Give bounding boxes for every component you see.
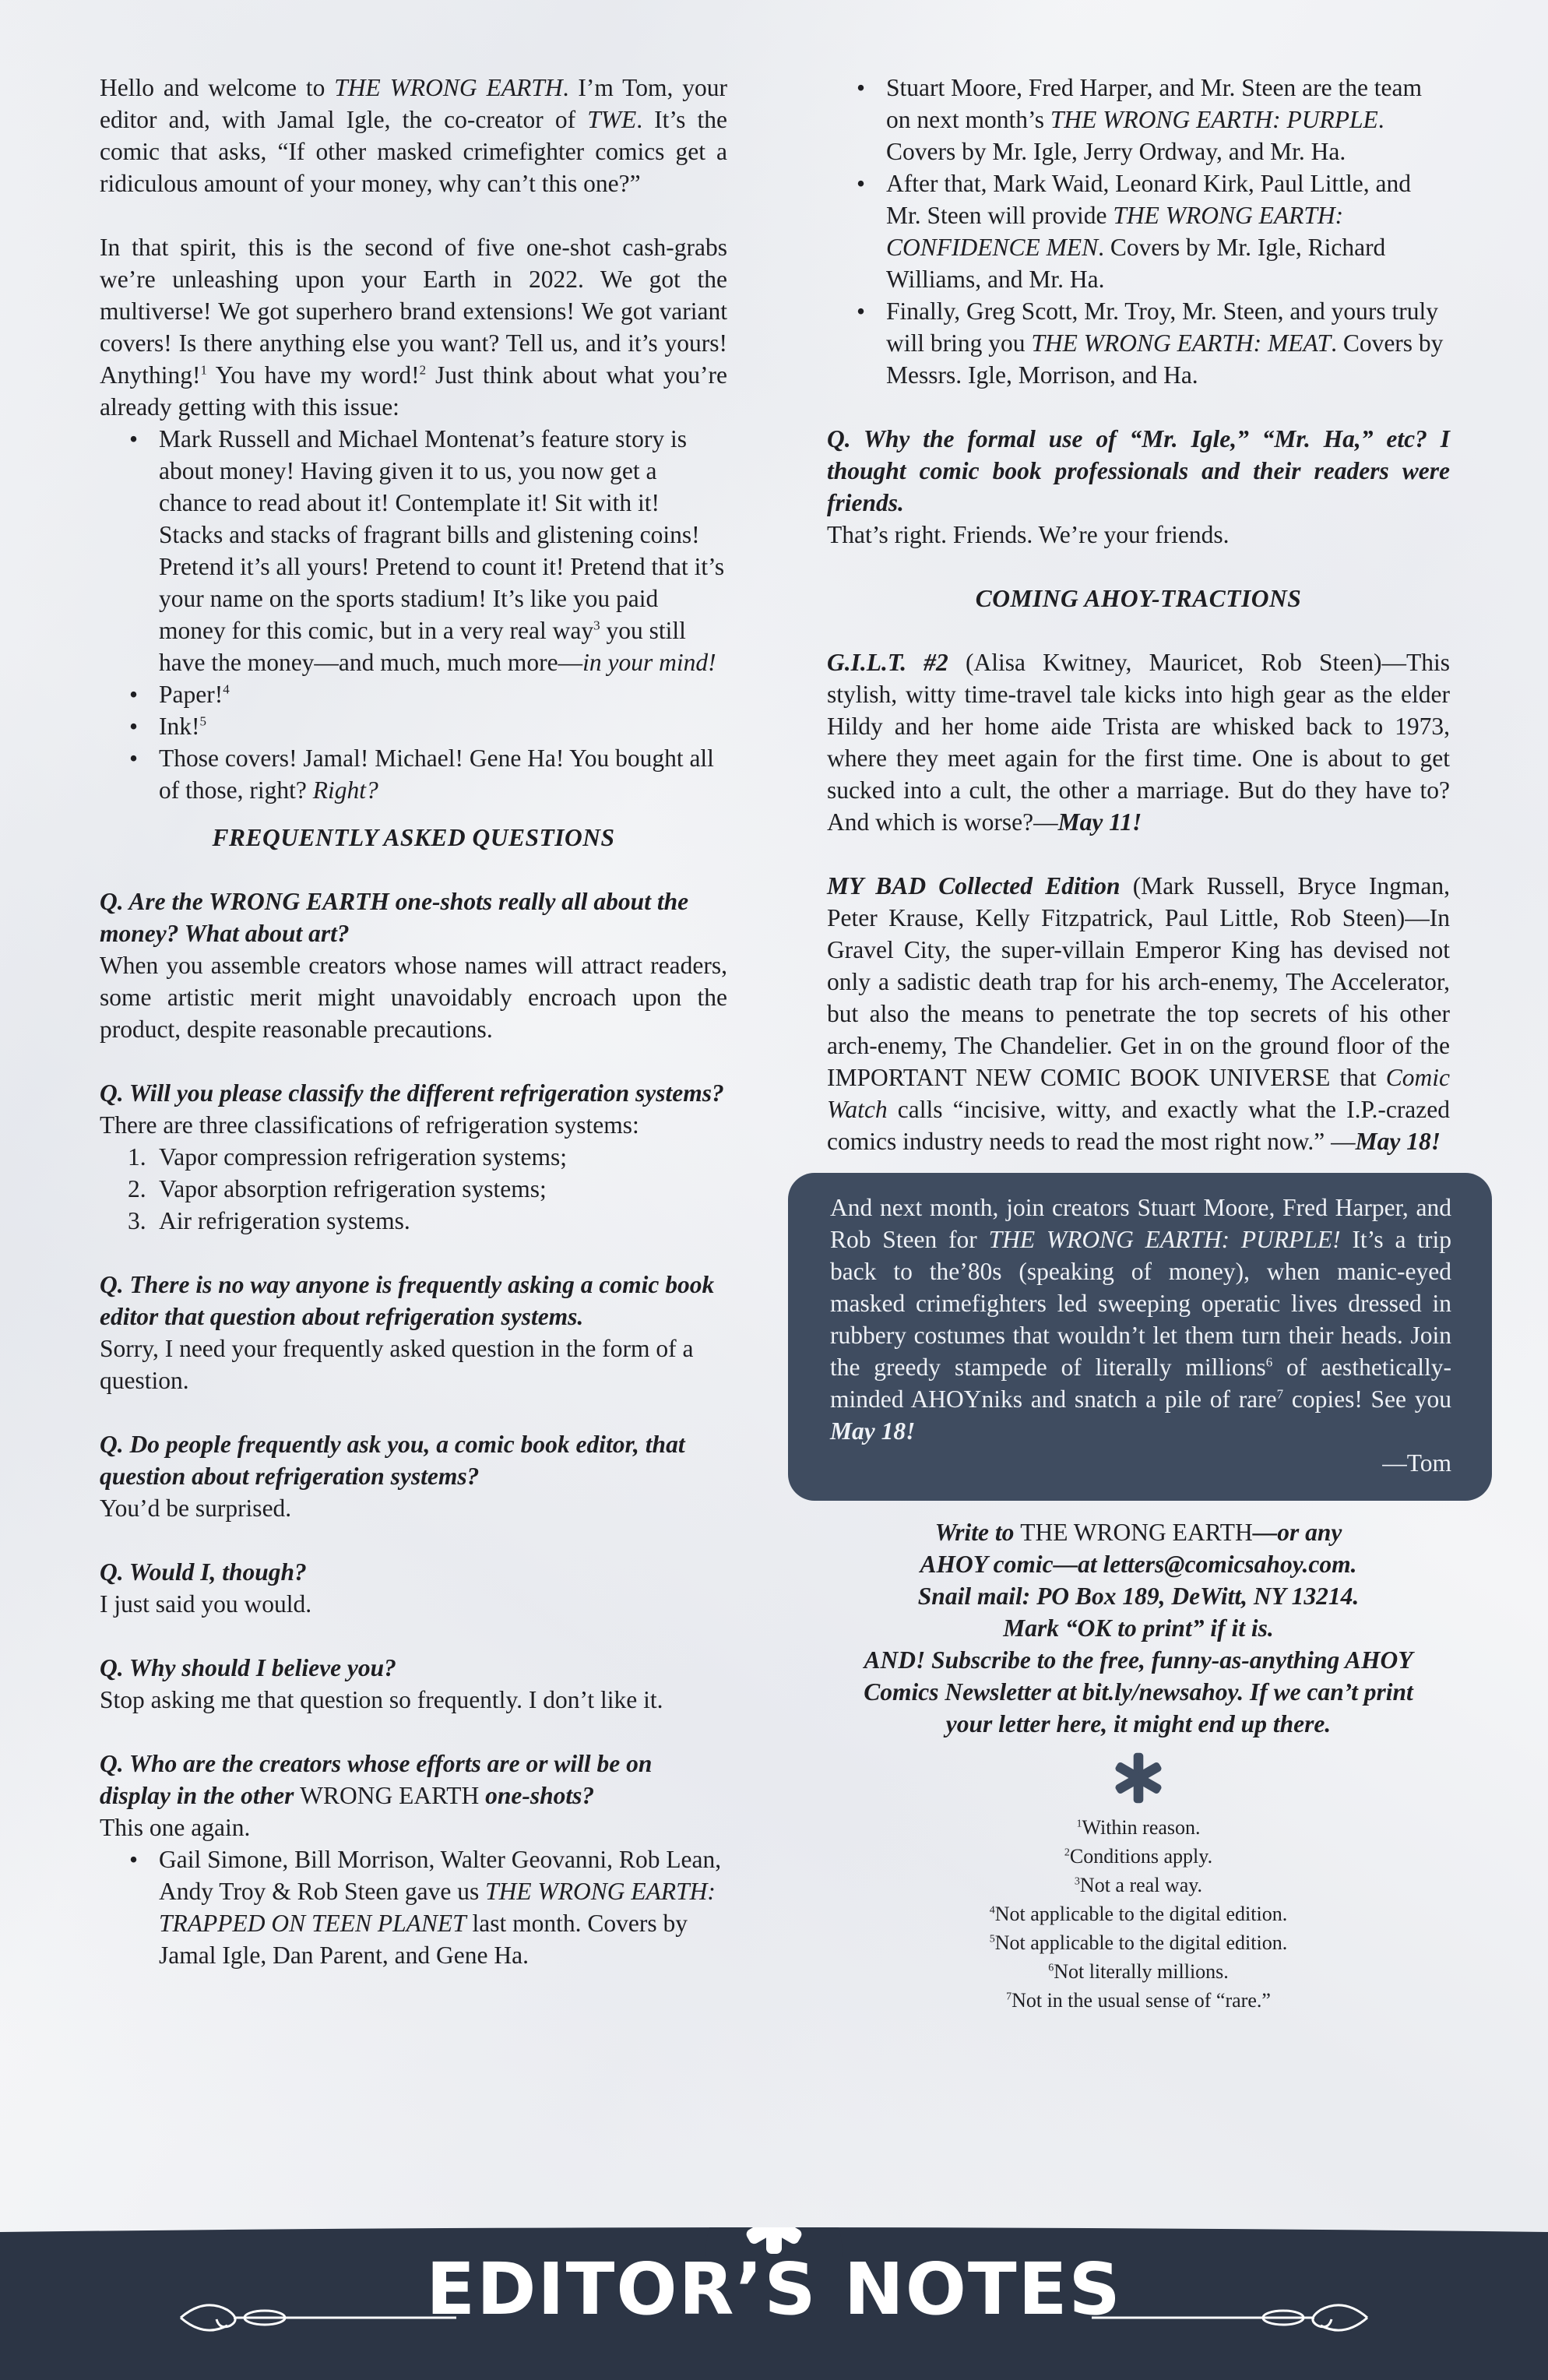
faq-question: Q. Why should I believe you?: [100, 1654, 396, 1681]
list-item: 1. Vapor compression refrigeration systems;: [128, 1143, 567, 1171]
faq-question: Q. Are the WRONG EARTH one-shots really all about the money? What about art?: [100, 888, 689, 947]
write-line: Write to THE WRONG EARTH—or any: [934, 1519, 1342, 1546]
gilt-listing: G.I.L.T. #2 (Alisa Kwitney, Mauricet, Rob Steen)—This stylish, witty time-travel tale kicks into high gear as the elder Hildy and her home aide Trista are whisked back to 1973, where they meet again for the first time. One is about to get sucked into a cult, the other a marriage. But do they have to? And which is worse?—May 11!: [827, 649, 1450, 836]
list-item: • Ink!$^5$: [100, 710, 727, 742]
list-item: 2. Vapor absorption refrigeration systems;: [128, 1175, 547, 1202]
faq-answer: Sorry, I need your frequently asked question in the form of a question.: [100, 1335, 694, 1394]
faq-question: Q. Will you please classify the different refrigeration systems?: [100, 1079, 724, 1107]
list-item: • Mark Russell and Michael Montenat’s feature story is about money! Having given it to us, you now get a chance to read about it! Contemplate it! Sit with it! Stacks and stacks of fragrant bills and glistening coins! Pretend it’s all yours! Pretend to count it! Pretend that it’s your name on the sports stadium! It’s like you paid money for this comic, but in a very real way$^3$ you still have the money—and much, much more—in your mind!: [100, 423, 727, 678]
write-line: Mark “OK to print” if it is.: [1003, 1614, 1274, 1642]
faq-question: Q. Why the formal use of “Mr. Igle,” “Mr. Ha,” etc? I thought comic book professionals and their readers were friends.: [827, 425, 1450, 516]
faq-question: Q. There is no way anyone is frequently asking a comic book editor that question about refrigeration systems.: [100, 1271, 715, 1330]
asterisk-icon: [1111, 1751, 1166, 1805]
footnote: $^6$Not literally millions.: [1048, 1960, 1229, 1983]
list-item: 3. Air refrigeration systems.: [128, 1207, 410, 1234]
write-line: Snail mail: PO Box 189, DeWitt, NY 13214.: [917, 1583, 1360, 1610]
faq-answer: This one again.: [100, 1814, 251, 1841]
faq-question: Q. Would I, though?: [100, 1558, 307, 1586]
mybad-listing: MY BAD Collected Edition (Mark Russell, Bryce Ingman, Peter Krause, Kelly Fitzpatrick, Paul Little, Rob Steen)—In Gravel City, the super-villain Emperor King has devised not only a sadistic death trap for his arch-enemy, The Accelerator, but also the means to penetrate the top secrets of his other arch-enemy, The Chandelier. Get in on the ground floor of the IMPORTANT NEW COMIC BOOK UNIVERSE that Comic Watch calls “incisive, witty, and exactly what the I.P.-crazed comics industry needs to read the most right now.” —May 18!: [827, 872, 1450, 1155]
footnote: $^7$Not in the usual sense of “rare.”: [1006, 1989, 1271, 2012]
faq-question: Q. Who are the creators whose efforts are or will be on display in the other WRONG EARTH one-shots?: [100, 1750, 653, 1809]
faq-answer: Stop asking me that question so frequently. I don’t like it.: [100, 1686, 663, 1713]
write-line: AND! Subscribe to the free, funny-as-anything AHOY: [864, 1646, 1413, 1674]
next-month-callout: [788, 1173, 1492, 1501]
list-item: • Finally, Greg Scott, Mr. Troy, Mr. Steen, and yours truly will bring you THE WRONG EARTH: MEAT. Covers by Messrs. Igle, Morrison, and Ha.: [827, 295, 1450, 391]
list-item: • After that, Mark Waid, Leonard Kirk, Paul Little, and Mr. Steen will provide THE WRONG EARTH: CONFIDENCE MEN. Covers by Mr. Igle, Richard Williams, and Mr. Ha.: [827, 167, 1450, 295]
footnotes: [827, 1813, 1450, 2015]
footnote: $^1$Within reason.: [1076, 1816, 1201, 1839]
intro-paragraph-2: In that spirit, this is the second of five one-shot cash-grabs we’re unleashing upon your Earth in 2022. We got the multiverse! We got superhero brand extensions! We got variant covers! Is there anything else you want? Tell us, and it’s yours! Anything!$^1$ You have my word!$^2$ Just think about what you’re already getting with this issue:: [100, 234, 728, 421]
issue-bullet-list: [100, 423, 727, 806]
footnote: $^3$Not a real way.: [1074, 1874, 1203, 1896]
list-item: • Stuart Moore, Fred Harper, and Mr. Steen are the team on next month’s THE WRONG EARTH: PURPLE. Covers by Mr. Igle, Jerry Ordway, and Mr. Ha.: [827, 72, 1450, 167]
callout-signature: —Tom: [1382, 1449, 1451, 1477]
faq-answer: That’s right. Friends. We’re your friends.: [827, 521, 1230, 548]
list-item: • Gail Simone, Bill Morrison, Walter Geovanni, Rob Lean, Andy Troy & Rob Steen gave us THE WRONG EARTH: TRAPPED ON TEEN PLANET last month. Covers by Jamal Igle, Dan Parent, and Gene Ha.: [100, 1843, 727, 1971]
footnote: $^4$Not applicable to the digital edition.: [989, 1903, 1288, 1925]
write-line: Comics Newsletter at bit.ly/newsahoy. If we can’t print: [864, 1678, 1413, 1706]
left-column: [100, 72, 727, 1971]
callout-text: And next month, join creators Stuart Moore, Fred Harper, and Rob Steen for THE WRONG EARTH: PURPLE! It’s a trip back to the’80s (speaking of money), when manic-eyed masked crimefighters led sweeping operatic lives dressed in rubbery costumes that wouldn’t let them turn their heads. Join the greedy stampede of literally millions$^6$ of aesthetically-minded AHOYniks and snatch a pile of rare$^7$ copies! See you May 18!: [830, 1194, 1452, 1445]
refrigeration-list: [100, 1141, 727, 1237]
one-shots-bullet-list: [827, 72, 1450, 391]
faq-question: Q. Do people frequently ask you, a comic book editor, that question about refrigeration systems?: [100, 1431, 685, 1490]
list-item: • Paper!$^4$: [100, 678, 727, 710]
faq-answer: When you assemble creators whose names will attract readers, some artistic merit might unavoidably encroach upon the product, despite reasonable precautions.: [100, 952, 727, 1043]
write-line: your letter here, it might end up there.: [945, 1710, 1332, 1737]
intro-paragraph-1: Hello and welcome to THE WRONG EARTH. I’m Tom, your editor and, with Jamal Igle, the co-creator of TWE. It’s the comic that asks, “If other masked crimefighter comics get a ridiculous amount of your money, why can’t this one?”: [100, 74, 727, 197]
right-column: [827, 72, 1450, 2015]
faq-answer: I just said you would.: [100, 1590, 312, 1618]
footnote: $^5$Not applicable to the digital edition.: [989, 1931, 1288, 1954]
faq-answer: You’d be surprised.: [100, 1495, 292, 1522]
banner-title: EDITOR’S NOTES: [426, 2248, 1122, 2331]
faq-answer: There are three classifications of refrigeration systems:: [100, 1111, 639, 1139]
coming-heading: COMING AHOY-TRACTIONS: [975, 585, 1302, 612]
list-item: • Those covers! Jamal! Michael! Gene Ha! You bought all of those, right? Right?: [100, 742, 727, 806]
write-to-block: [827, 1516, 1450, 1740]
creators-bullet-list: [100, 1843, 727, 1971]
footnote: $^2$Conditions apply.: [1064, 1845, 1213, 1868]
faq-heading: FREQUENTLY ASKED QUESTIONS: [212, 824, 615, 851]
write-line: AHOY comic—at letters@comicsahoy.com.: [920, 1551, 1357, 1578]
